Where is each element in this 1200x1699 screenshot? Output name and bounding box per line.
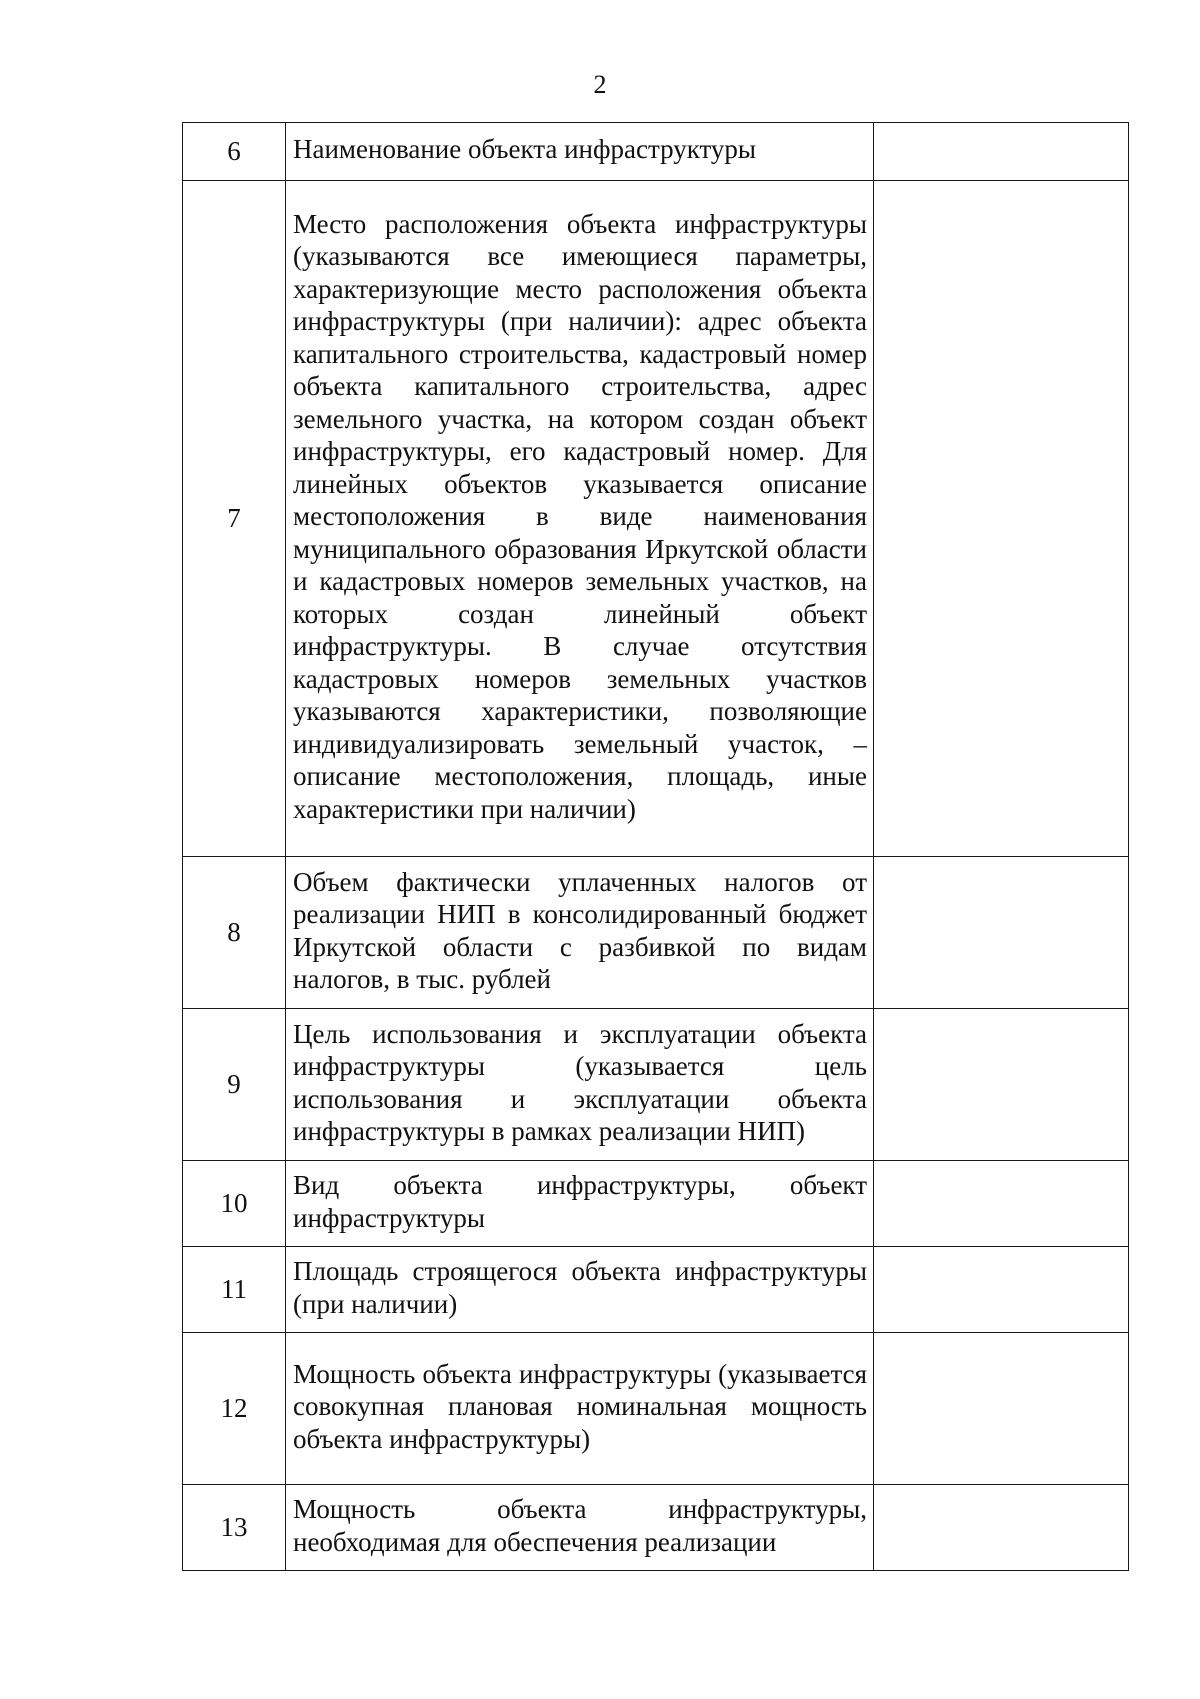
form-table	[182, 122, 1129, 1571]
table-row	[183, 181, 1129, 857]
row-description: Вид объекта инфраструктуры, объект инфраструктуры	[286, 1161, 874, 1247]
row-description: Цель использования и эксплуатации объекта инфраструктуры (указывается цель использования и эксплуатации объекта инфраструктуры в рамках реализации НИП)	[286, 1009, 874, 1161]
table-row	[183, 1009, 1129, 1161]
row-description: Мощность объекта инфраструктуры (указывается совокупная плановая номинальная мощность объекта инфраструктуры)	[286, 1333, 874, 1485]
row-number: 7	[183, 181, 286, 857]
row-value-cell	[874, 1485, 1129, 1571]
row-value-cell	[874, 1161, 1129, 1247]
row-number: 9	[183, 1009, 286, 1161]
table-row	[183, 1333, 1129, 1485]
row-value-cell	[874, 181, 1129, 857]
page-number: 2	[593, 70, 607, 99]
table-row	[183, 1247, 1129, 1333]
row-value-cell	[874, 1009, 1129, 1161]
row-value-cell	[874, 1333, 1129, 1485]
table-row	[183, 1485, 1129, 1571]
row-number: 11	[183, 1247, 286, 1333]
row-number: 13	[183, 1485, 286, 1571]
row-description: Мощность объекта инфраструктуры, необходимая для обеспечения реализации	[286, 1485, 874, 1571]
row-value-cell	[874, 857, 1129, 1009]
row-number: 8	[183, 857, 286, 1009]
row-description: Объем фактически уплаченных налогов от реализации НИП в консолидированный бюджет Иркутской области с разбивкой по видам налогов, в тыс. рублей	[286, 857, 874, 1009]
table-row	[183, 123, 1129, 181]
table-row	[183, 1161, 1129, 1247]
row-number: 10	[183, 1161, 286, 1247]
table-row	[183, 857, 1129, 1009]
row-number: 12	[183, 1333, 286, 1485]
row-description: Площадь строящегося объекта инфраструктуры (при наличии)	[286, 1247, 874, 1333]
row-description: Наименование объекта инфраструктуры	[286, 123, 874, 181]
row-description: Место расположения объекта инфраструктуры (указываются все имеющиеся параметры, характеризующие место расположения объекта инфраструктуры (при наличии): адрес объекта капитального строительства, кадастровый номер объекта капитального строительства, адрес земельного участка, на котором создан объект инфраструктуры, его кадастровый номер. Для линейных объектов указывается описание местоположения в виде наименования муниципального образования Иркутской области и кадастровых номеров земельных участков, на которых создан линейный объект инфраструктуры. В случае отсутствия кадастровых номеров земельных участков указываются характеристики, позволяющие индивидуализировать земельный участок, – описание местоположения, площадь, иные характеристики при наличии)	[286, 181, 874, 857]
row-number: 6	[183, 123, 286, 181]
row-value-cell	[874, 123, 1129, 181]
row-value-cell	[874, 1247, 1129, 1333]
